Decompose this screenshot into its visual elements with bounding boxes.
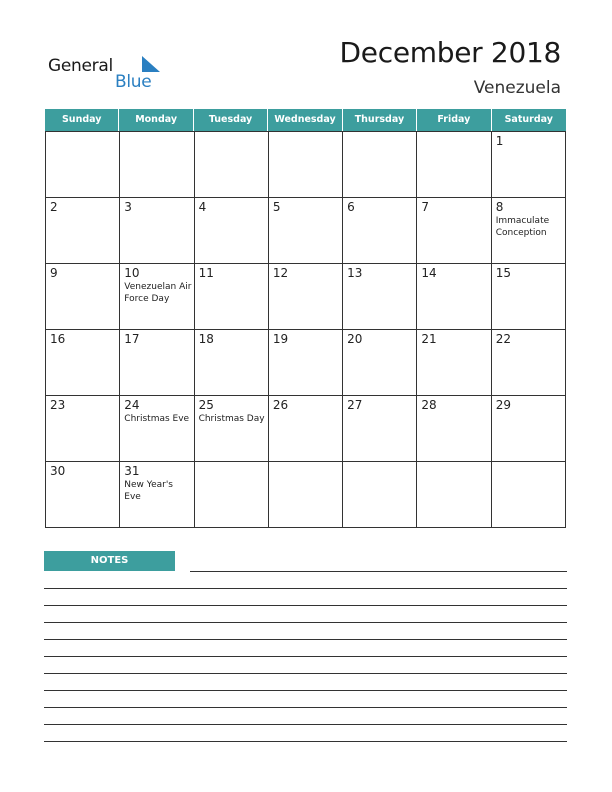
day-cell xyxy=(195,396,269,462)
holiday-label: Immaculate Conception xyxy=(495,216,550,238)
day-cell xyxy=(46,396,120,462)
day-cell xyxy=(120,330,194,396)
day-cell xyxy=(120,132,194,198)
page-subtitle: Venezuela xyxy=(473,78,561,98)
day-cell xyxy=(343,264,417,330)
day-cell xyxy=(46,132,120,198)
day-number: 18 xyxy=(198,332,214,346)
day-number: 27 xyxy=(347,398,363,412)
day-number: 12 xyxy=(272,266,289,280)
calendar xyxy=(45,109,566,528)
weekday-tuesday: Tuesday xyxy=(194,109,268,131)
day-number: 26 xyxy=(272,398,289,412)
day-cell xyxy=(195,462,269,528)
day-number: 25 xyxy=(198,398,214,412)
note-line xyxy=(44,724,567,725)
day-cell xyxy=(269,396,343,462)
day-number: 29 xyxy=(495,398,511,412)
day-cell xyxy=(343,198,417,264)
day-number: 10 xyxy=(124,266,140,280)
note-line xyxy=(44,690,567,691)
day-number: 8 xyxy=(495,200,504,214)
day-cell xyxy=(343,462,417,528)
day-cell xyxy=(269,462,343,528)
day-number: 7 xyxy=(421,200,430,214)
day-number: 3 xyxy=(124,200,132,214)
day-cell xyxy=(269,264,343,330)
note-line xyxy=(44,588,567,589)
day-cell xyxy=(492,132,566,198)
day-cell xyxy=(46,330,120,396)
day-cell xyxy=(417,264,491,330)
day-cell xyxy=(492,198,566,264)
day-cell xyxy=(120,198,194,264)
day-number: 15 xyxy=(495,266,511,280)
note-line xyxy=(44,639,567,640)
day-number: 23 xyxy=(50,398,66,412)
brand-name-blue: Blue xyxy=(115,72,152,92)
holiday-label: New Year's Eve xyxy=(124,480,173,502)
day-cell xyxy=(120,396,194,462)
note-line xyxy=(44,605,567,606)
day-cell xyxy=(492,462,566,528)
weekday-sunday: Sunday xyxy=(45,109,119,131)
day-number: 11 xyxy=(198,266,214,280)
day-cell xyxy=(492,330,566,396)
weekday-monday: Monday xyxy=(119,109,193,131)
day-cell xyxy=(195,264,269,330)
day-number: 30 xyxy=(50,464,66,478)
day-cell xyxy=(417,330,491,396)
day-number: 19 xyxy=(272,332,289,346)
day-cell xyxy=(195,198,269,264)
day-number: 6 xyxy=(347,200,355,214)
day-cell xyxy=(269,198,343,264)
day-number: 13 xyxy=(347,266,363,280)
note-line xyxy=(44,741,567,742)
day-number: 16 xyxy=(50,332,66,346)
page-title: December 2018 xyxy=(339,36,561,69)
day-cell xyxy=(269,132,343,198)
weekday-wednesday: Wednesday xyxy=(268,109,342,131)
weekday-header xyxy=(45,109,566,131)
day-cell xyxy=(120,264,194,330)
note-line xyxy=(44,673,567,674)
notes-label: NOTES xyxy=(44,551,175,571)
day-number: 28 xyxy=(421,398,437,412)
brand-logo xyxy=(48,52,152,92)
day-cell xyxy=(195,132,269,198)
day-number: 2 xyxy=(50,200,58,214)
day-number: 4 xyxy=(198,200,207,214)
day-cell xyxy=(269,330,343,396)
holiday-label: Venezuelan Air Force Day xyxy=(124,282,192,304)
note-line xyxy=(44,622,567,623)
note-line xyxy=(44,656,567,657)
holiday-label: Christmas Day xyxy=(198,414,265,424)
note-line xyxy=(190,571,567,572)
day-cell xyxy=(46,264,120,330)
day-cell xyxy=(195,330,269,396)
day-number: 9 xyxy=(50,266,58,280)
day-number: 17 xyxy=(124,332,140,346)
weekday-saturday: Saturday xyxy=(504,114,553,125)
day-cell xyxy=(492,264,566,330)
day-number: 24 xyxy=(124,398,140,412)
weekday-friday: Friday xyxy=(417,109,491,131)
calendar-grid xyxy=(45,131,566,528)
note-line xyxy=(44,707,567,708)
day-cell xyxy=(46,462,120,528)
logo-flag-icon xyxy=(140,54,162,74)
day-number: 31 xyxy=(124,464,140,478)
day-number: 5 xyxy=(272,200,281,214)
brand-name-general: General xyxy=(48,56,113,76)
day-number: 22 xyxy=(495,332,511,346)
day-cell xyxy=(417,396,491,462)
day-cell xyxy=(417,462,491,528)
day-cell xyxy=(120,462,194,528)
day-cell xyxy=(343,330,417,396)
day-number: 21 xyxy=(421,332,437,346)
day-cell xyxy=(46,198,120,264)
day-number: 20 xyxy=(347,332,363,346)
day-number: 1 xyxy=(495,134,504,148)
holiday-label: Christmas Eve xyxy=(124,414,190,424)
day-cell xyxy=(417,132,491,198)
day-cell xyxy=(343,132,417,198)
day-cell xyxy=(343,396,417,462)
weekday-thursday: Thursday xyxy=(343,109,417,131)
day-cell xyxy=(417,198,491,264)
day-cell xyxy=(492,396,566,462)
day-number: 14 xyxy=(421,266,437,280)
